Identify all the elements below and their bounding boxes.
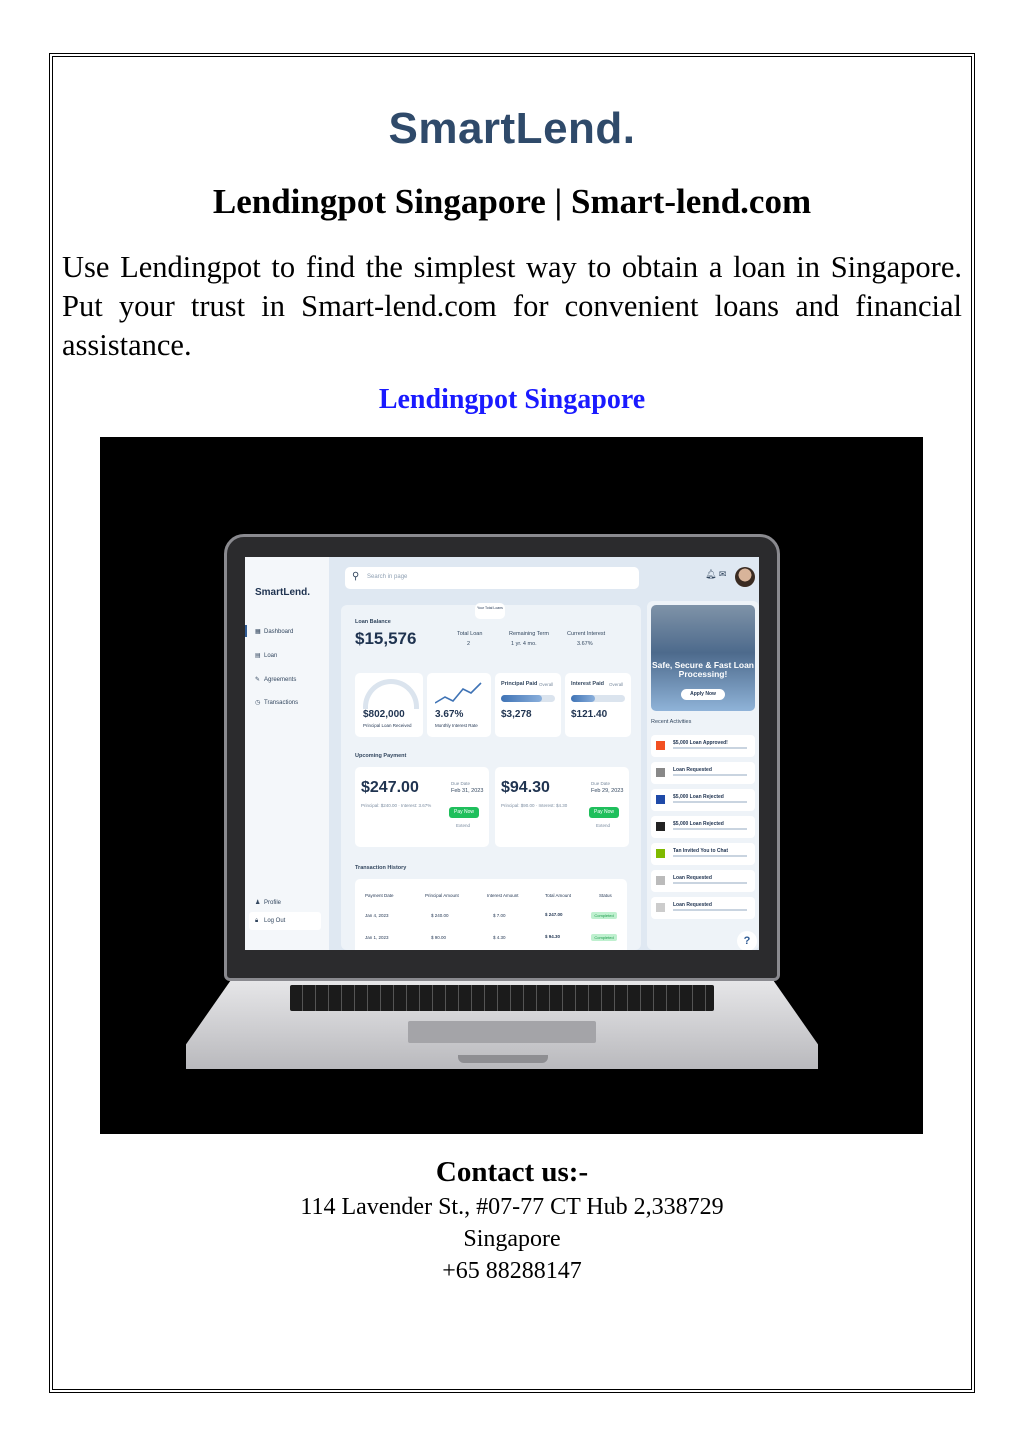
clock-icon: ◷ <box>255 700 261 706</box>
extend-link[interactable]: Extend <box>596 823 611 828</box>
sidebar <box>245 557 329 950</box>
gauge <box>363 679 419 709</box>
activity-item[interactable] <box>651 843 755 865</box>
upcoming-label: Upcoming Payment <box>355 753 407 759</box>
activity-title: $5,000 Loan Rejected <box>673 821 724 827</box>
sidebar-logo: SmartLend. <box>255 587 311 598</box>
lid-notch <box>458 1055 548 1063</box>
activity-item[interactable] <box>651 735 755 757</box>
activity-subtext <box>673 882 747 884</box>
stat-label: Remaining Term <box>509 631 549 637</box>
activity-title: Loan Requested <box>673 875 712 881</box>
sidebar-item-agreements[interactable]: ✎ Agreements <box>255 677 297 683</box>
activity-subtext <box>673 747 747 749</box>
sidebar-item-transactions[interactable]: ◷ Transactions <box>255 700 299 706</box>
loan-balance-label: Loan Balance <box>355 619 391 625</box>
company-logo-icon <box>656 768 665 777</box>
sidebar-item-dashboard[interactable]: ▦ Dashboard <box>255 629 294 635</box>
activity-title: Tan Invited You to Chat <box>673 848 728 854</box>
user-icon: ♟ <box>255 900 261 906</box>
payment-card-1: $247.00 Due Date Feb 31, 2023 Principal: $240.00 · Interest: 3.67% Pay Now Extend <box>355 767 489 847</box>
help-button[interactable]: ? <box>737 931 757 950</box>
activity-title: Loan Requested <box>673 767 712 773</box>
company-logo-icon <box>656 741 665 750</box>
search-placeholder: Search in page <box>367 574 408 580</box>
activity-item[interactable] <box>651 897 755 919</box>
lendingpot-link[interactable]: Lendingpot Singapore <box>378 384 646 415</box>
promo-banner: Safe, Secure & Fast Loan Processing! Apply Now <box>651 605 755 711</box>
laptop-lid <box>224 534 780 981</box>
activity-title: Loan Requested <box>673 902 712 908</box>
company-logo-icon <box>656 795 665 804</box>
principal-paid-card: Principal Paid Overall $3,278 <box>495 673 561 737</box>
status-badge: Completed <box>591 934 617 941</box>
document-icon: ▤ <box>255 653 261 659</box>
pen-icon: ✎ <box>255 677 261 683</box>
pay-now-button[interactable]: Pay Now <box>589 807 619 818</box>
sidebar-item-logout[interactable]: 🔒︎ Log Out <box>255 918 286 924</box>
laptop-base <box>186 981 818 1069</box>
company-logo-icon <box>656 822 665 831</box>
trend-line <box>435 681 483 705</box>
company-logo-icon <box>656 849 665 858</box>
stat-value: 3.67% <box>577 641 593 647</box>
activity-subtext <box>673 828 747 830</box>
trackpad <box>408 1021 596 1043</box>
contact-heading: Contact us:- <box>435 1156 589 1188</box>
dashboard-screen <box>245 557 759 950</box>
payment-card-2: $94.30 Due Date Feb 29, 2023 Principal: $90.00 · Interest: $4.30 Pay Now Extend <box>495 767 629 847</box>
activity-item[interactable] <box>651 870 755 892</box>
activity-item[interactable] <box>651 762 755 784</box>
active-indicator <box>245 625 247 637</box>
stat-value: 2 <box>467 641 471 647</box>
stat-label: Total Loan <box>457 631 483 637</box>
activity-subtext <box>673 855 747 857</box>
avatar[interactable] <box>735 567 755 587</box>
stat-label: Current Interest <box>567 631 606 637</box>
page-title: Lendingpot Singapore | Smart-lend.com <box>212 182 812 221</box>
sidebar-item-loan[interactable]: ▤ Loan <box>255 653 278 659</box>
extend-link[interactable]: Extend <box>456 823 471 828</box>
bell-icon[interactable]: 🔔︎ ✉ <box>705 569 727 579</box>
company-logo-icon <box>656 876 665 885</box>
recent-activities-label: Recent Activities <box>651 719 692 725</box>
activity-title: $5,000 Loan Approved! <box>673 740 728 746</box>
activity-subtext <box>673 774 747 776</box>
status-badge: Completed <box>591 912 617 919</box>
history-label: Transaction History <box>355 865 407 871</box>
pay-now-button[interactable]: Pay Now <box>449 807 479 818</box>
interest-rate-card: 3.67% Monthly Interest Rate <box>427 673 491 737</box>
laptop-photo <box>100 437 923 1134</box>
company-logo-icon <box>656 903 665 912</box>
activity-item[interactable] <box>651 816 755 838</box>
principal-paid-bar <box>501 695 555 702</box>
search-bar[interactable] <box>345 567 639 589</box>
keyboard <box>290 985 714 1011</box>
apply-now-button[interactable]: Apply Now <box>681 689 725 700</box>
stat-value: 1 yr. 4 mo. <box>511 641 537 647</box>
total-loans-tooltip: Your Total Loans <box>475 603 505 619</box>
smartlend-logo: SmartLend. <box>388 104 636 153</box>
sidebar-item-profile[interactable]: ♟ Profile <box>255 900 282 906</box>
lock-icon: 🔒︎ <box>255 918 259 924</box>
interest-paid-card: Interest Paid Overall $121.40 <box>565 673 631 737</box>
grid-icon: ▦ <box>255 629 261 635</box>
activity-item[interactable] <box>651 789 755 811</box>
activity-subtext <box>673 909 747 911</box>
contact-address: 114 Lavender St., #07-77 CT Hub 2,338729 <box>300 1194 724 1220</box>
contact-phone[interactable]: +65 88288147 <box>442 1258 582 1284</box>
intro-paragraph: Use Lendingpot to find the simplest way to obtain a loan in Singapore. Put your trust in Smart-lend.com for convenient loans and financial assistance. <box>62 250 962 362</box>
principal-received-card: $802,000 Principal Loan Received <box>355 673 423 737</box>
activity-subtext <box>673 801 747 803</box>
search-icon: ⚲ <box>352 571 360 582</box>
contact-city: Singapore <box>463 1226 561 1252</box>
transaction-table: Payment Date Principal Amount Interest Amount Total Amount Status Jan 4, 2023 $ 240.00 $ 7.00 $ 247.00 Completed Jan 1, 2023 $ 90.00 $ 4.30 $ 94.30 Completed <box>355 879 627 950</box>
activity-title: $5,000 Loan Rejected <box>673 794 724 800</box>
loan-balance-value: $15,576 <box>355 629 417 648</box>
interest-paid-bar <box>571 695 625 702</box>
